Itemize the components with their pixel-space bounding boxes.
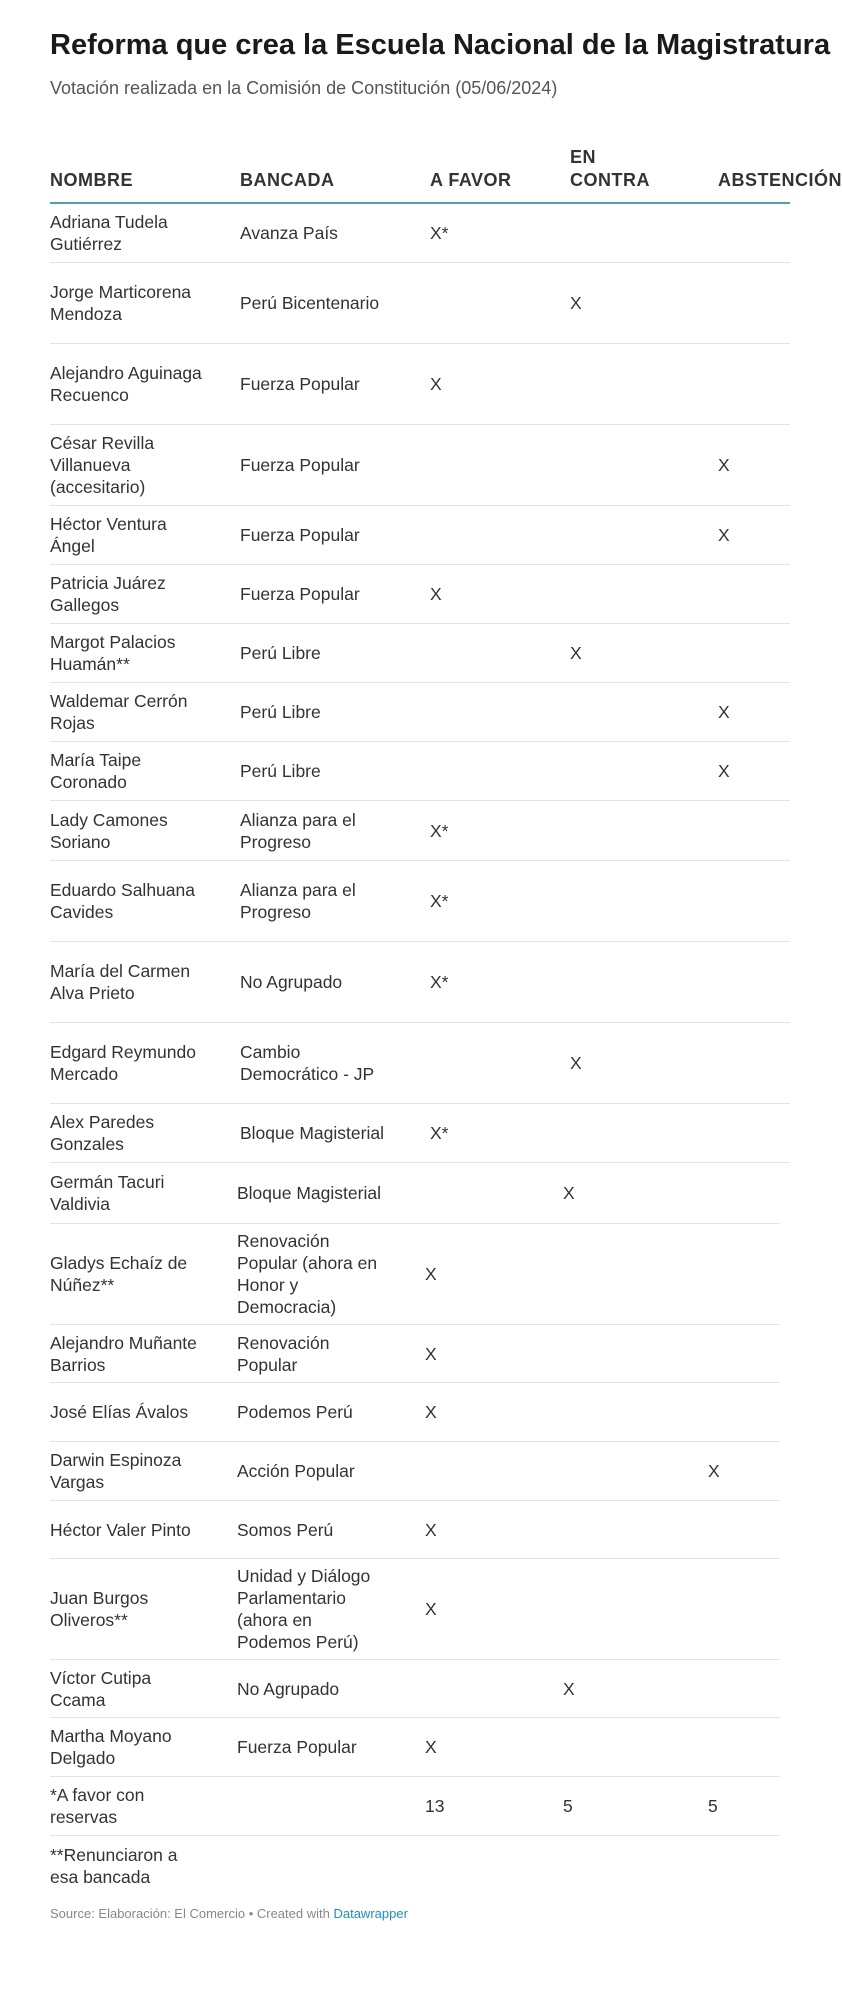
cell-bancada: Perú Libre	[240, 643, 321, 663]
cell-bancada: Perú Libre	[240, 761, 321, 781]
page-title: Reforma que crea la Escuela Nacional de la Magistratura	[50, 29, 831, 61]
table-row	[50, 1383, 780, 1442]
cell-bancada: Fuerza Popular	[237, 1737, 357, 1757]
cell-bancada: Fuerza Popular	[240, 525, 360, 545]
cell-nombre: Héctor Valer Pinto	[50, 1519, 191, 1540]
cell-nombre: Gladys Echaíz de Núñez**	[50, 1253, 188, 1295]
cell-bancada: Unidad y Diálogo Parlamentario (ahora en Podemos Perú)	[237, 1566, 371, 1652]
cell-bancada: Perú Bicentenario	[240, 293, 380, 313]
cell-abstencion-total: 5	[708, 1796, 718, 1816]
cell-bancada: Renovación Popular	[237, 1332, 330, 1375]
source-footer	[50, 1906, 408, 1921]
vote-table	[50, 138, 842, 1896]
cell-a-favor: X*	[430, 223, 449, 243]
cell-bancada: Alianza para el Progreso	[240, 809, 356, 852]
cell-nombre: Jorge Marticorena Mendoza	[50, 282, 192, 324]
cell-bancada: Cambio Democrático - JP	[240, 1042, 375, 1084]
header-nombre[interactable]: NOMBRE	[50, 170, 133, 190]
table-row	[50, 204, 790, 263]
cell-nombre: José Elías Ávalos	[50, 1402, 189, 1422]
table-row	[50, 1224, 780, 1325]
table-row	[50, 801, 790, 861]
cell-bancada: Fuerza Popular	[240, 374, 360, 394]
table-row	[50, 624, 790, 683]
header-bancada[interactable]: BANCADA	[240, 170, 335, 190]
cell-bancada: Somos Perú	[237, 1519, 334, 1540]
cell-a-favor: X*	[430, 1123, 449, 1143]
table-row	[50, 263, 790, 344]
cell-abstencion: X	[718, 702, 730, 722]
cell-nombre: César Revilla Villanueva (accesitario)	[50, 433, 155, 497]
source-text: Source: Elaboración: El Comercio • Created with	[50, 1906, 334, 1921]
table-row	[50, 506, 790, 565]
cell-a-favor: X*	[430, 820, 449, 841]
cell-bancada: Alianza para el Progreso	[240, 880, 356, 922]
cell-nombre: Alejandro Aguinaga Recuenco	[50, 363, 202, 405]
cell-nombre: Margot Palacios Huamán**	[50, 632, 176, 674]
cell-a-favor: X	[425, 1402, 437, 1422]
cell-nombre: **Renunciaron a esa bancada	[50, 1845, 178, 1887]
cell-bancada: No Agrupado	[237, 1678, 340, 1699]
table-row	[50, 1163, 780, 1224]
table-row	[50, 344, 790, 425]
datawrapper-link[interactable]: Datawrapper	[333, 1906, 408, 1921]
cell-nombre: *A favor con reservas	[50, 1785, 145, 1827]
cell-a-favor: X	[430, 584, 442, 604]
table-row	[50, 1104, 790, 1163]
table-row	[50, 1501, 780, 1559]
cell-en-contra: X	[563, 1678, 575, 1699]
table-row	[50, 1559, 780, 1660]
cell-bancada: Podemos Perú	[237, 1402, 353, 1422]
cell-nombre: Juan Burgos Oliveros**	[50, 1588, 149, 1630]
table-row	[50, 1442, 780, 1501]
cell-bancada: Acción Popular	[237, 1461, 355, 1481]
header-en-contra[interactable]: EN CONTRA	[570, 147, 650, 190]
cell-nombre: Víctor Cutipa Ccama	[50, 1667, 152, 1710]
cell-bancada: Perú Libre	[240, 702, 321, 722]
cell-abstencion: X	[718, 455, 730, 475]
table-row	[50, 1023, 790, 1104]
table-row	[50, 942, 790, 1023]
cell-abstencion: X	[718, 761, 730, 781]
cell-bancada: Renovación Popular (ahora en Honor y Democracia)	[237, 1231, 378, 1317]
cell-a-favor: X	[425, 1519, 437, 1540]
cell-nombre: María Taipe Coronado	[50, 750, 142, 792]
cell-en-contra: X	[570, 1053, 582, 1073]
cell-nombre: Waldemar Cerrón Rojas	[50, 691, 188, 733]
cell-nombre: Darwin Espinoza Vargas	[50, 1450, 182, 1492]
cell-bancada: No Agrupado	[240, 972, 343, 992]
cell-nombre: Eduardo Salhuana Cavides	[50, 880, 195, 922]
table-row	[50, 1718, 780, 1777]
cell-nombre: Alejandro Muñante Barrios	[50, 1332, 197, 1375]
table-row	[50, 861, 790, 942]
cell-bancada: Fuerza Popular	[240, 584, 360, 604]
cell-nombre: Patricia Juárez Gallegos	[50, 573, 166, 615]
table-row-note	[50, 1836, 780, 1896]
cell-nombre: Héctor Ventura Ángel	[50, 514, 167, 556]
cell-a-favor-total: 13	[425, 1796, 445, 1816]
cell-abstencion: X	[708, 1461, 720, 1481]
cell-bancada: Bloque Magisterial	[240, 1123, 384, 1143]
table-row	[50, 565, 790, 624]
cell-abstencion: X	[718, 525, 730, 545]
cell-a-favor: X*	[430, 891, 449, 911]
header-a-favor[interactable]: A FAVOR	[430, 170, 512, 190]
table-row	[50, 1660, 780, 1718]
cell-a-favor: X	[425, 1343, 437, 1364]
cell-a-favor: X	[425, 1264, 437, 1284]
cell-a-favor: X	[425, 1737, 437, 1757]
cell-nombre: Lady Camones Soriano	[50, 809, 168, 852]
table-widget	[50, 0, 842, 2000]
cell-nombre: Germán Tacuri Valdivia	[50, 1172, 165, 1214]
table-row	[50, 1325, 780, 1383]
cell-nombre: Edgard Reymundo Mercado	[50, 1042, 196, 1084]
cell-a-favor: X*	[430, 972, 449, 992]
cell-nombre: Adriana Tudela Gutiérrez	[50, 212, 168, 254]
table-row	[50, 425, 790, 506]
cell-en-contra: X	[570, 293, 582, 313]
page-subtitle: Votación realizada en la Comisión de Constitución (05/06/2024)	[50, 78, 558, 98]
cell-a-favor: X	[425, 1599, 437, 1619]
cell-en-contra-total: 5	[563, 1796, 573, 1816]
table-row	[50, 683, 790, 742]
cell-nombre: Alex Paredes Gonzales	[50, 1112, 155, 1154]
cell-bancada: Fuerza Popular	[240, 455, 360, 475]
cell-nombre: María del Carmen Alva Prieto	[50, 961, 191, 1003]
cell-nombre: Martha Moyano Delgado	[50, 1726, 172, 1768]
cell-bancada: Avanza País	[240, 223, 338, 243]
cell-bancada: Bloque Magisterial	[237, 1183, 381, 1203]
table-header	[50, 138, 842, 204]
header-abstencion[interactable]: ABSTENCIÓN	[718, 170, 842, 190]
table-row	[50, 742, 790, 801]
cell-a-favor: X	[430, 374, 442, 394]
cell-en-contra: X	[563, 1183, 575, 1203]
cell-en-contra: X	[570, 643, 582, 663]
table-row-totals	[50, 1777, 780, 1836]
